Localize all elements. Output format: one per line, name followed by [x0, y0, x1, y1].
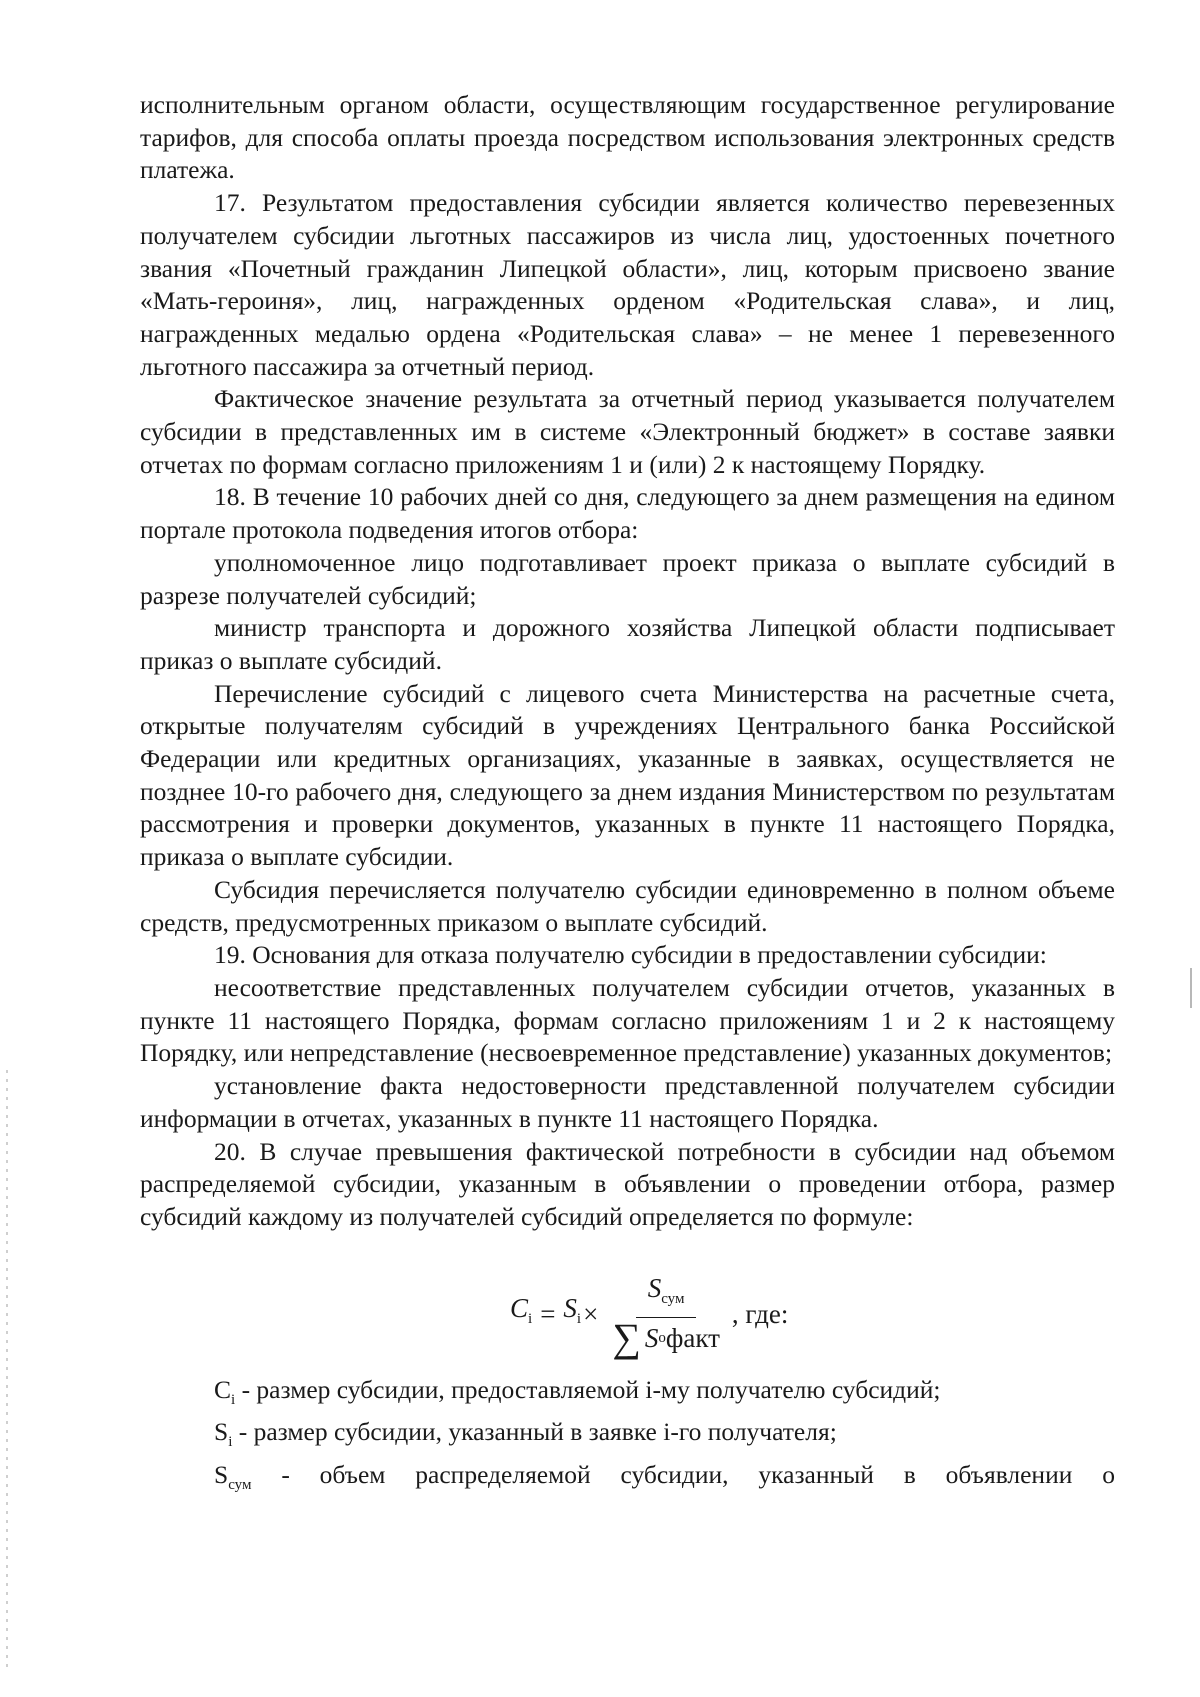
- document-body: [140, 89, 1115, 1502]
- formula-suffix: , где:: [731, 1298, 789, 1329]
- definition-ci: $C_i$ - размер субсидии, предоставляемой i-му получателю субсидий;: [214, 1374, 941, 1408]
- paragraph-17-actual-value: Фактическое значение результата за отчетный период указывается получателем субсидии в представленных им в системе «Электронный бюджет» в составе заявки отчетах по формам согласно приложениям 1 и (или) 2 к настоящему Порядку.: [140, 384, 1115, 479]
- paragraph-19-noncompliance: несоответствие представленных получателем субсидии отчетов, указанных в пункте 11 настоящего Порядка, формам согласно приложениям 1 и 2 к настоящему Порядку, или непредставление (несвоевременное представление) указанных документов;: [140, 972, 1115, 1068]
- sigma-symbol: ∑: [612, 1315, 641, 1361]
- paragraph-18-deadline: 18. В течение 10 рабочих дней со дня, следующего за днем размещения на едином портале протокола подведения итогов отбора:: [140, 482, 1115, 545]
- formula-si: $S_i$: [563, 1293, 582, 1328]
- paragraph-17-result: 17. Результатом предоставления субсидии является количество перевезенных получателем субсидии льготных пассажиров из числа лиц, удостоенных почетного звания «Почетный гражданин Липецкой области», лиц, которым присвоено звание «Мать-героиня», лиц, награжденных орденом «Родительская слава», и лиц, награжденных медалью ордена «Родительская слава» – не менее 1 перевезенного льготного пассажира за отчетный период.: [140, 188, 1115, 381]
- formula-definitions: [140, 1374, 1115, 1502]
- definition-ssum: $S_{сум}$ - объем распределяемой субсидии, указанный в объявлении о: [214, 1460, 1115, 1494]
- formula-lhs: $C_i$: [510, 1293, 533, 1328]
- paragraph-18-minister-signs: министр транспорта и дорожного хозяйства Липецкой области подписывает приказ о выплате субсидий.: [140, 613, 1115, 675]
- formula-block: [140, 1234, 1115, 1374]
- paragraph-18-transfer: Перечисление субсидий с лицевого счета Министерства на расчетные счета, открытые получателям субсидий в учреждениях Центрального банка Российской Федерации или кредитных организациях, указанные в заявках, осуществляется не позднее 10-го рабочего дня, следующего за днем издания Министерством по результатам рассмотрения и проверки документов, указанных в пункте 11 настоящего Порядка, приказа о выплате субсидии.: [140, 678, 1115, 872]
- paragraph-19-grounds: 19. Основания для отказа получателю субсидии в предоставлении субсидии:: [214, 940, 1047, 970]
- paragraph-19-unreliable-info: установление факта недостоверности представленной получателем субсидии информации в отчетах, указанных в пункте 11 настоящего Порядка.: [140, 1071, 1115, 1133]
- paragraph-18-draft-order: уполномоченное лицо подготавливает проект приказа о выплате субсидий в разрезе получателей субсидий;: [140, 547, 1115, 610]
- formula-equals: =: [540, 1298, 556, 1329]
- scan-binding-marks: [6, 1070, 8, 1670]
- paragraph-20-formula-intro: 20. В случае превышения фактической потребности в субсидии над объемом распределяемой субсидии, указанным в объявлении о проведении отбора, размер субсидий каждому из получателей субсидий определяется по формуле:: [140, 1136, 1115, 1231]
- formula-denominator: ∑ S о факт: [612, 1315, 720, 1361]
- formula-numerator: $S_{сум}$: [636, 1272, 697, 1319]
- formula-fraction: [604, 1272, 728, 1361]
- formula-times: ×: [583, 1298, 599, 1329]
- scan-edge-mark: [1190, 968, 1192, 1008]
- paragraph-continuation: исполнительным органом области, осуществляющим государственное регулирование тарифов, для способа оплаты проезда посредством использования электронных средств платежа.: [140, 90, 1115, 185]
- subsidy-formula: [510, 1272, 789, 1361]
- paragraph-18-lump-sum: Субсидия перечисляется получателю субсидии единовременно в полном объеме средств, предусмотренных приказом о выплате субсидий.: [140, 874, 1115, 937]
- definition-si: $S_i$ - размер субсидии, указанный в заявке i-го получателя;: [214, 1417, 837, 1451]
